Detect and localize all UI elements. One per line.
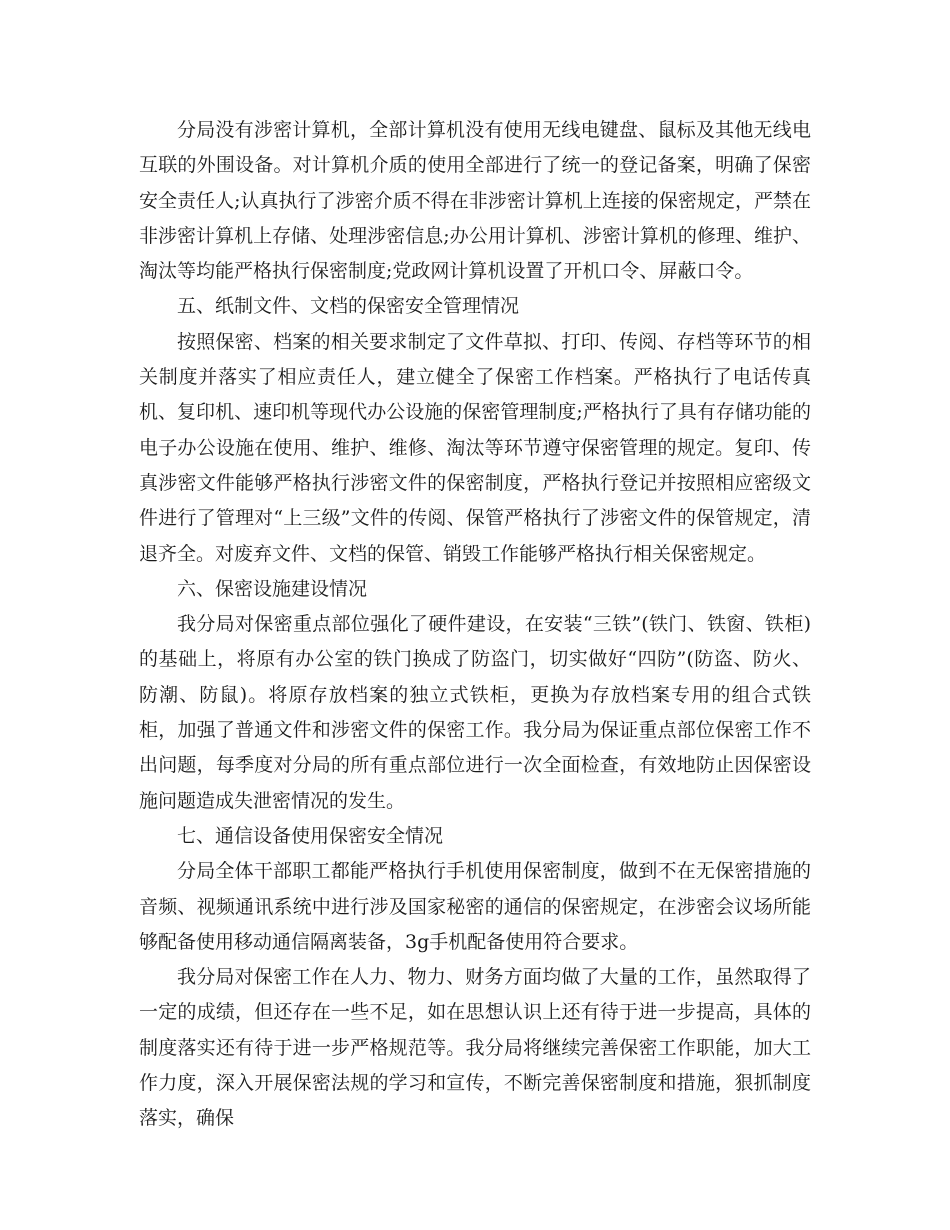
section-heading-5: 五、纸制文件、文档的保密安全管理情况: [177, 295, 520, 318]
paragraph-paper-documents: 按照保密、档案的相关要求制定了文件草拟、打印、传阅、存档等环节的相关制度并落实了相应责任人，建立健全了保密工作档案。严格执行了电话传真机、复印机、速印机等现代办公设施的保密管理制度;严格执行了具有存储功能的电子办公设施在使用、维护、维修、淘汰等环节遵守保密管理的规定。复印、传真涉密文件能够严格执行涉密文件的保密制度，严格执行登记并按照相应密级文件进行了管理对“上三级”文件的传阅、保管严格执行了涉密文件的保管规定，清退齐全。对废弃文件、文档的保管、销毁工作能够严格执行相关保密规定。: [139, 330, 811, 565]
document-body: [139, 113, 811, 1137]
section-heading-7: 七、通信设备使用保密安全情况: [177, 824, 444, 847]
paragraph-communications: 分局全体干部职工都能严格执行手机使用保密制度，做到不在无保密措施的音频、视频通讯系统中进行涉及国家秘密的通信的保密规定，在涉密会议场所能够配备使用移动通信隔离装备，3g手机配备使用符合要求。: [139, 860, 811, 953]
paragraph-facilities: 我分局对保密重点部位强化了硬件建设，在安装“三铁”(铁门、铁窗、铁柜)的基础上，将原有办公室的铁门换成了防盗门，切实做好“四防”(防盗、防火、防潮、防鼠)。将原存放档案的独立式铁柜，更换为存放档案专用的组合式铁柜，加强了普通文件和涉密文件的保密工作。我分局为保证重点部位保密工作不出问题，每季度对分局的所有重点部位进行一次全面检查，有效地防止因保密设施问题造成失泄密情况的发生。: [139, 613, 811, 812]
paragraph-computers: 分局没有涉密计算机，全部计算机没有使用无线电键盘、鼠标及其他无线电互联的外围设备。对计算机介质的使用全部进行了统一的登记备案，明确了保密安全责任人;认真执行了涉密介质不得在非涉密计算机上连接的保密规定，严禁在非涉密计算机上存储、处理涉密信息;办公用计算机、涉密计算机的修理、维护、淘汰等均能严格执行保密制度;党政网计算机设置了开机口令、屏蔽口令。: [139, 119, 811, 283]
paragraph-summary: 我分局对保密工作在人力、物力、财务方面均做了大量的工作，虽然取得了一定的成绩，但还存在一些不足，如在思想认识上还有待于进一步提高，具体的制度落实还有待于进一步严格规范等。我分局将继续完善保密工作职能，加大工作力度，深入开展保密法规的学习和宣传，不断完善保密制度和措施，狠抓制度落实，确保: [139, 966, 811, 1130]
section-heading-6: 六、保密设施建设情况: [177, 577, 368, 600]
